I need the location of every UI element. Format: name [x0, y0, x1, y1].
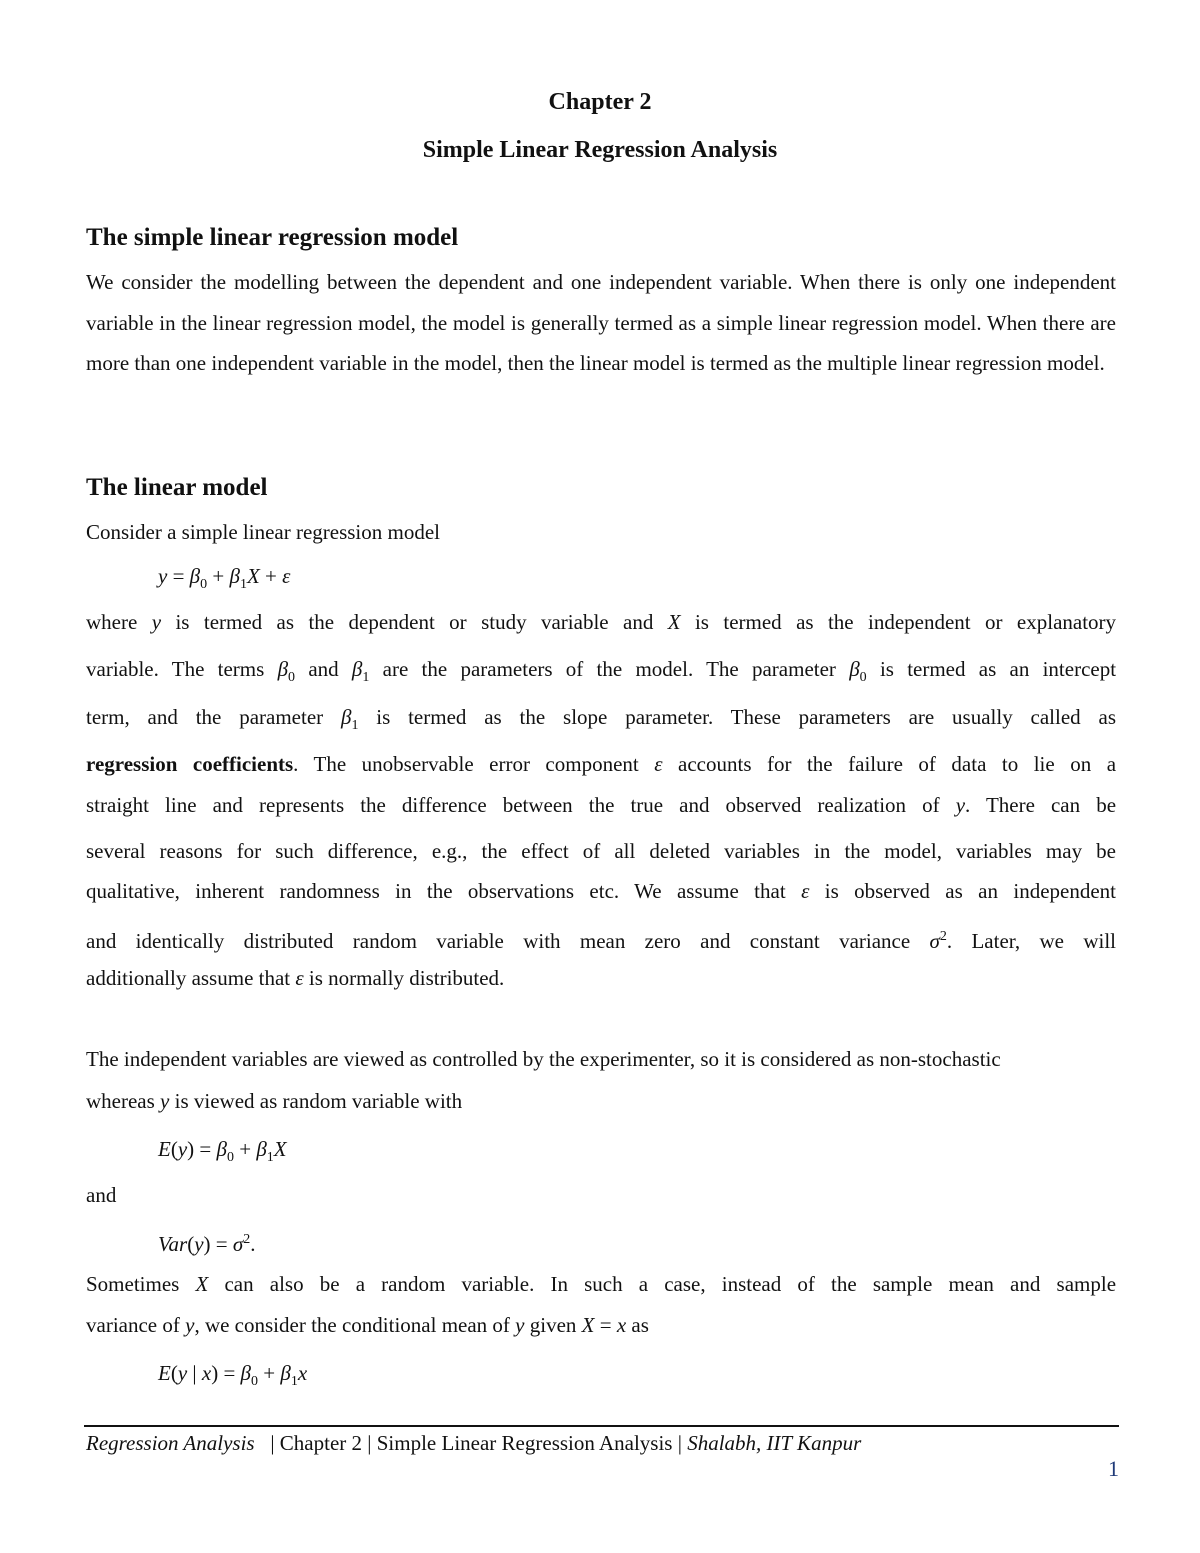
section-heading-linear-model: The linear model — [86, 474, 268, 501]
footer-chapter: Chapter 2 — [279, 1431, 363, 1455]
footer-author: Shalabh, IIT Kanpur — [687, 1431, 862, 1455]
equation-variance: $Var(y) = \sigma^2$. — [158, 1232, 256, 1256]
text-line: variable. The terms $\beta_0$ and $\beta_1$ are the parameters of the model. The parameter $\beta_0$ is termed as an intercept — [86, 657, 1117, 685]
text-line: regression coefficients. The unobservable error component ε accounts for the failure of data to lie on a — [86, 752, 1117, 776]
regression-coefficients-term: regression coefficients — [86, 752, 294, 776]
section-1-paragraph: We consider the modelling between the dependent and one independent variable. When there is only one independent variable in the linear regression model, the model is generally termed as a simple linear regression model. When there are more than one independent variable in the model, then the linear model is termed as the multiple linear regression model. — [86, 270, 1116, 375]
text-line: Sometimes X can also be a random variable. In such a case, instead of the sample mean and sample — [86, 1272, 1117, 1296]
text-line: and identically distributed random variable with mean zero and constant variance $\sigma^2$. Later, we will — [86, 929, 1116, 953]
text-line: whereas y is viewed as random variable with — [86, 1089, 463, 1113]
text-line: additionally assume that ε is normally distributed. — [86, 966, 505, 990]
equation-conditional-mean: E(y | $x) = \beta_0 + \beta_1x$ — [158, 1361, 308, 1389]
equation-model: $y = \beta_0 + \beta_1X + \varepsilon$ — [158, 564, 291, 592]
text-and: and — [86, 1183, 117, 1207]
footer-divider — [84, 1425, 1119, 1427]
text-line: variance of y, we consider the conditional mean of y given X = x as — [86, 1313, 649, 1337]
equation-expectation: $E(y) = \beta_0 + \beta_1X$ — [158, 1137, 287, 1165]
text-line: straight line and represents the difference between the true and observed realization of y. There can be — [86, 793, 1117, 817]
footer-book-title: Regression Analysis — [86, 1431, 255, 1455]
linear-model-intro: Consider a simple linear regression model — [86, 520, 440, 544]
text-line: qualitative, inherent randomness in the observations etc. We assume that ε is observed as an independent — [86, 879, 1117, 903]
page-number: 1 — [1108, 1456, 1119, 1481]
section-heading-simple-model: The simple linear regression model — [86, 224, 459, 251]
page-footer: Regression Analysis | Chapter 2 | Simple Linear Regression Analysis | Shalabh, IIT Kanpur — [86, 1431, 862, 1455]
text-line: term, and the parameter $\beta_1$ is termed as the slope parameter. These parameters are usually called as — [86, 705, 1116, 733]
text-line: where y is termed as the dependent or study variable and X is termed as the independent or explanatory — [86, 610, 1117, 634]
text-line: several reasons for such difference, e.g., the effect of all deleted variables in the model, variables may be — [86, 839, 1116, 863]
chapter-number: Chapter 2 — [548, 89, 652, 115]
text-line: The independent variables are viewed as controlled by the experimenter, so it is considered as non-stochastic — [86, 1047, 1001, 1071]
footer-chapter-title: Simple Linear Regression Analysis — [376, 1431, 673, 1455]
chapter-title: Simple Linear Regression Analysis — [422, 137, 778, 163]
